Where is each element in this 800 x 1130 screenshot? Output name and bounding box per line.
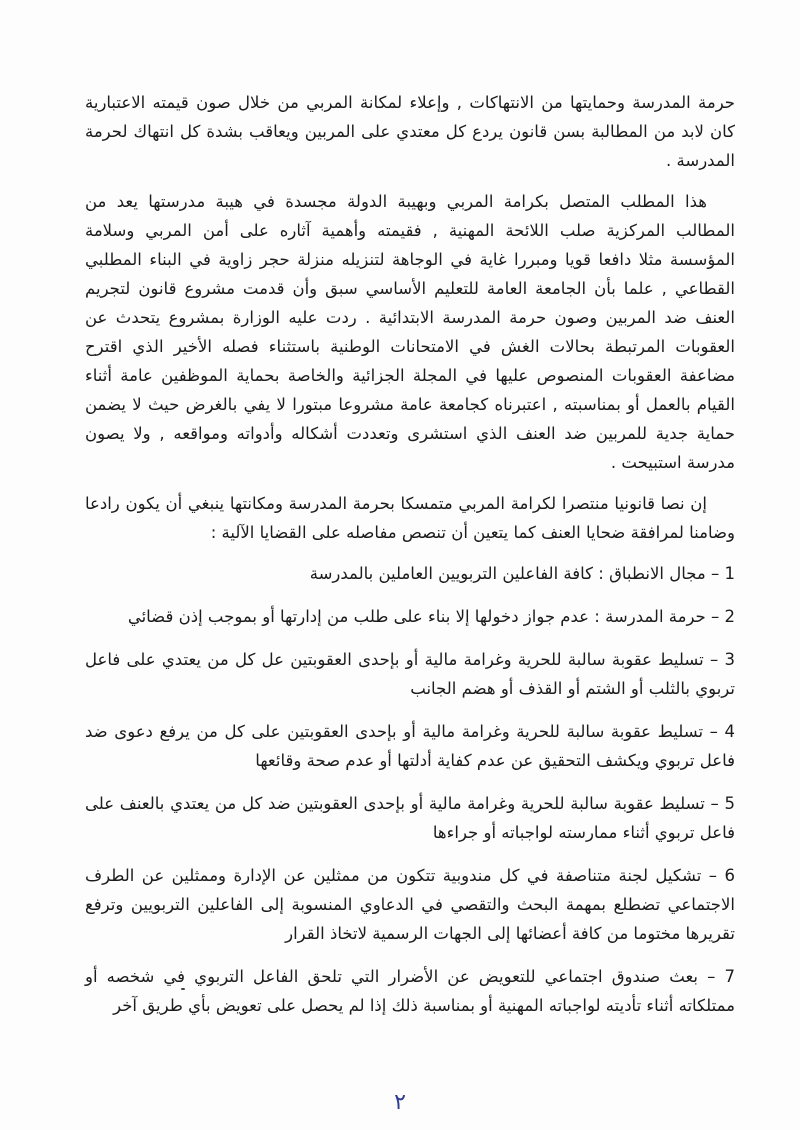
list-item-5: 5 – تسليط عقوبة سالبة للحرية وغرامة مالية أو بإحدى العقوبتين ضد كل من يعتدي بالعنف على فاعل تربوي أثناء ممارسته لواجباته أو جراءها xyxy=(85,794,735,842)
list-item-2: 2 – حرمة المدرسة : عدم جواز دخولها إلا بناء على طلب من إدارتها أو بموجب إذن قضائي xyxy=(127,607,735,626)
demands-list xyxy=(85,559,735,1020)
list-item-3: 3 – تسليط عقوبة سالبة للحرية وغرامة مالية أو بإحدى العقوبتين عل كل من يعتدي على فاعل تربوي بالثلب أو الشتم أو القذف أو هضم الجانب xyxy=(85,650,735,698)
page-number: ٢ xyxy=(394,1090,406,1115)
paragraph-1: حرمة المدرسة وحمايتها من الانتهاكات , وإعلاء لمكانة المربي من خلال صون قيمته الاعتبارية كان لابد من المطالبة بسن قانون يردع كل معتدي على المربين ويعاقب بشدة كل انتهاك لحرمة المدرسة . xyxy=(85,93,735,170)
document-body xyxy=(85,88,735,1034)
list-item-4: 4 – تسليط عقوبة سالبة للحرية وغرامة مالية أو بإحدى العقوبتين على كل من يرفع دعوى ضد فاعل تربوي ويكشف التحقيق عن عدم كفاية أدلتها أو عدم صحة وقائعها xyxy=(85,722,735,770)
scan-speck xyxy=(181,988,185,990)
list-item-6: 6 – تشكيل لجنة متناصفة في كل مندوبية تتكون من ممثلين عن الإدارة وممثلين عن الطرف الاجتماعي تضطلع بمهمة البحث والتقصي في الدعاوي المنسوبة إلى الفاعلين التربويين وترفع تقريرها مختوما من كافة أعضائها إلى الجهات الرسمية لاتخاذ القرار xyxy=(85,866,735,943)
list-item-1: 1 – مجال الانطباق : كافة الفاعلين التربويين العاملين بالمدرسة xyxy=(309,564,735,583)
paragraph-2: هذا المطلب المتصل بكرامة المربي وبهيبة الدولة مجسدة في هيبة مدرستها يعد من المطالب المركزية صلب اللائحة المهنية , فقيمته وأهمية آثاره على أمن المربي وسلامة المؤسسة مثلا دافعا قويا ومبررا غاية في الوجاهة لتنزيله منزلة حجر زاوية في البناء المطلبي القطاعي , علما بأن الجامعة العامة للتعليم الأساسي سبق وأن قدمت مشروع قانون لتجريم العنف ضد المربين وصون حرمة المدرسة الابتدائية . ردت عليه الوزارة بمشروع يتحدث عن العقوبات المرتبطة بحالات الغش في الامتحانات الوطنية باستثناء فصله الأخير الذي اقترح مضاعفة العقوبات المنصوص عليها في المجلة الجزائية والخاصة بحماية الموظفين عامة أثناء القيام بالعمل أو بمناسبته , اعتبرناه كجامعة عامة مشروعا مبتورا لا يفي بالغرض حيث لا يضمن حماية جدية للمربين ضد العنف الذي استشرى وتعددت أشكاله وأدواته ومواقعه , ولا يصون مدرسة استبيحت . xyxy=(85,192,735,472)
list-item-7: 7 – بعث صندوق اجتماعي للتعويض عن الأضرار التي تلحق الفاعل التربوي في شخصه أو ممتلكاته أثناء تأديته لواجباته المهنية أو بمناسبة ذلك إذا لم يحصل على تعويض بأي طريق آخر xyxy=(85,967,735,1015)
paragraph-3: إن نصا قانونيا منتصرا لكرامة المربي متمسكا بحرمة المدرسة ومكانتها ينبغي أن يكون رادعا وضامنا لمرافقة ضحايا العنف كما يتعين أن تنصص مفاصله على القضايا الآلية : xyxy=(85,494,735,542)
